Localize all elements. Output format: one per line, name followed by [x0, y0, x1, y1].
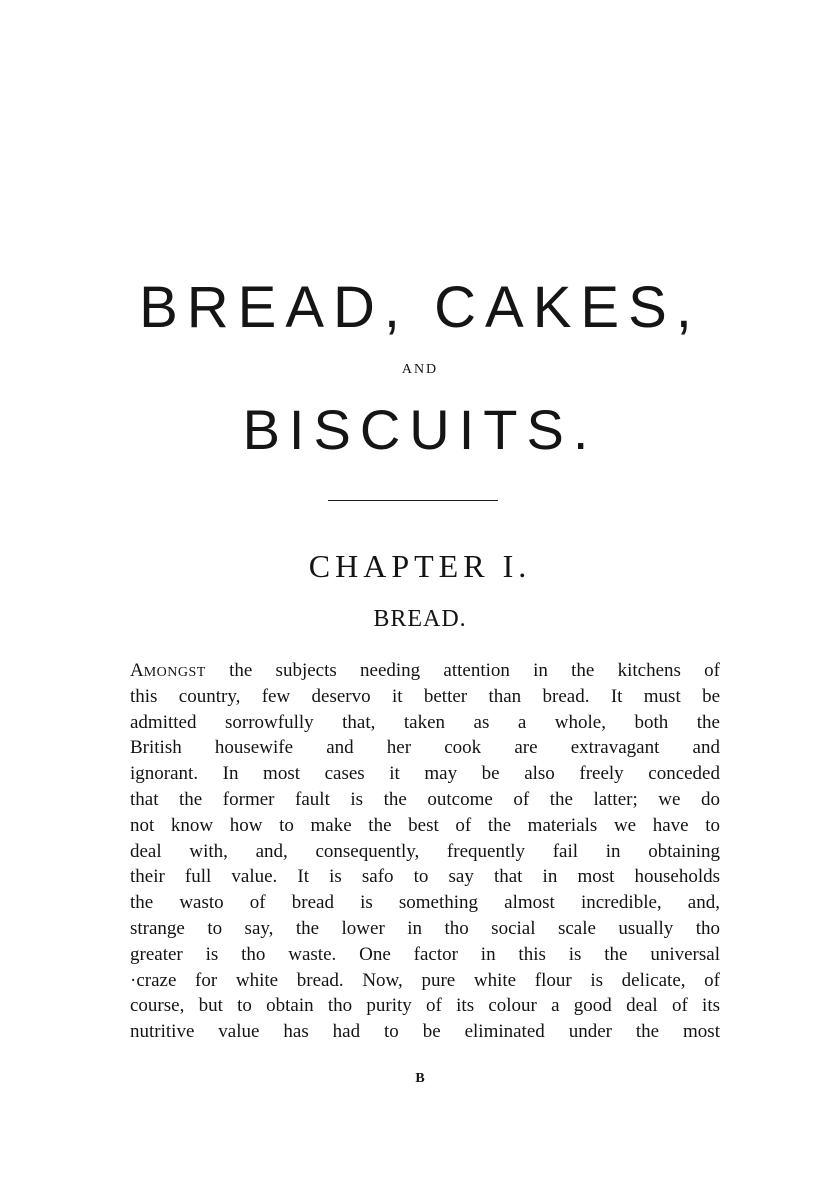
dropcap-small-caps: MONGST	[143, 665, 206, 680]
book-title-line-1: BREAD, CAKES,	[139, 275, 701, 340]
body-line: nutritive value has had to be eliminated under the most	[130, 1021, 720, 1043]
body-line: strange to say, the lower in tho social scale usually tho	[130, 917, 720, 939]
body-line: greater is tho waste. One factor in this is the universal	[130, 943, 720, 965]
body-line: not know how to make the best of the materials we have to	[130, 814, 720, 836]
body-line	[130, 658, 720, 684]
section-heading: BREAD.	[373, 606, 467, 632]
chapter-heading: CHAPTER I.	[308, 548, 532, 584]
dropcap-initial: A	[130, 660, 144, 681]
body-line: deal with, and, consequently, frequently fail in obtaining	[130, 840, 720, 862]
body-line: British housewife and her cook are extravagant and	[130, 737, 720, 759]
book-title-line-2: BISCUITS.	[242, 398, 598, 461]
body-line: that the former fault is the outcome of the latter; we do	[130, 788, 720, 810]
body-paragraph	[130, 658, 720, 1045]
body-line: the wasto of bread is something almost incredible, and,	[130, 892, 720, 914]
body-line: course, but to obtain tho purity of its colour a good deal of its	[130, 995, 720, 1017]
body-line: ·craze for white bread. Now, pure white flour is delicate, of	[130, 969, 720, 991]
body-line: this country, few deservo it better than bread. It must be	[130, 685, 720, 707]
body-line-text: the subjects needing attention in the kitchens of	[205, 660, 720, 681]
body-line: their full value. It is safo to say that in most households	[130, 866, 720, 888]
printer-signature-mark: B	[415, 1071, 425, 1086]
title-divider-rule	[328, 500, 498, 501]
book-title-connector: AND	[401, 362, 439, 377]
body-line: ignorant. In most cases it may be also freely conceded	[130, 763, 720, 785]
body-line: admitted sorrowfully that, taken as a whole, both the	[130, 711, 720, 733]
